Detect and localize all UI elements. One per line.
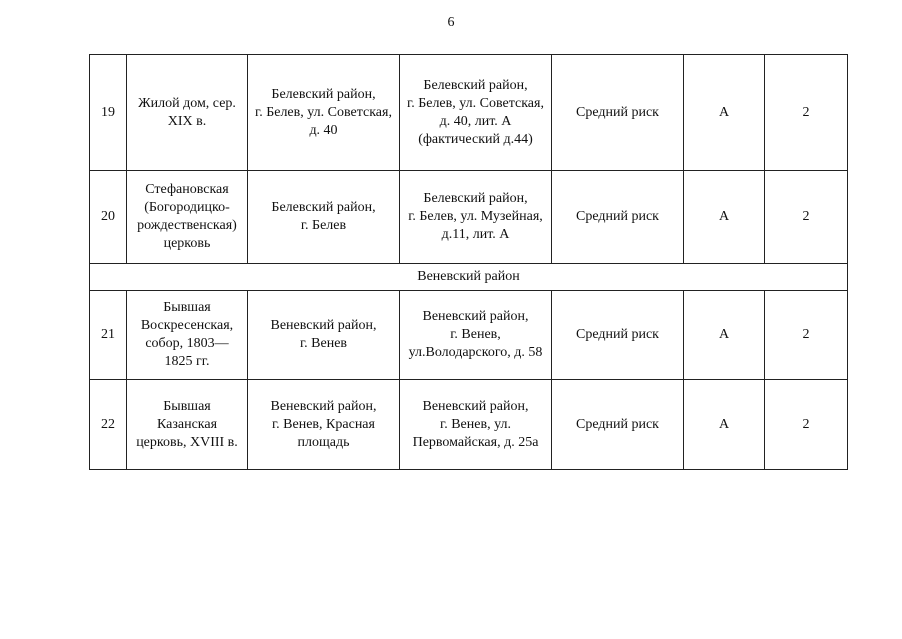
- category-cell: А: [684, 171, 765, 264]
- row-number-cell: 21: [90, 291, 127, 380]
- risk-cell: Средний риск: [552, 291, 684, 380]
- risk-cell: Средний риск: [552, 55, 684, 171]
- district-location-cell: Белевский район, г. Белев: [248, 171, 400, 264]
- risk-cell: Средний риск: [552, 171, 684, 264]
- row-number-cell: 20: [90, 171, 127, 264]
- district-location-cell: Белевский район, г. Белев, ул. Советская, д. 40: [248, 55, 400, 171]
- object-name-cell: Стефановская (Богородицко- рождественская) церковь: [127, 171, 248, 264]
- object-name-cell: Жилой дом, сер. XIX в.: [127, 55, 248, 171]
- category-cell: А: [684, 55, 765, 171]
- class-cell: 2: [765, 291, 848, 380]
- page-number: 6: [447, 15, 455, 30]
- table-row: [90, 171, 848, 264]
- district-location-cell: Веневский район, г. Венев: [248, 291, 400, 380]
- category-cell: А: [684, 380, 765, 470]
- class-cell: 2: [765, 380, 848, 470]
- address-cell: Веневский район, г. Венев, ул.Володарского, д. 58: [400, 291, 552, 380]
- address-cell: Веневский район, г. Венев, ул. Первомайская, д. 25а: [400, 380, 552, 470]
- row-number-cell: 22: [90, 380, 127, 470]
- object-name-cell: Бывшая Воскресенская, собор, 1803— 1825 гг.: [127, 291, 248, 380]
- row-number-cell: 19: [90, 55, 127, 171]
- risk-cell: Средний риск: [552, 380, 684, 470]
- class-cell: 2: [765, 55, 848, 171]
- category-cell: А: [684, 291, 765, 380]
- section-heading: Веневский район: [90, 264, 848, 291]
- district-location-cell: Веневский район, г. Венев, Красная площадь: [248, 380, 400, 470]
- table-row: [90, 380, 848, 470]
- address-cell: Белевский район, г. Белев, ул. Музейная, д.11, лит. А: [400, 171, 552, 264]
- table-row: [90, 291, 848, 380]
- address-cell: Белевский район, г. Белев, ул. Советская, д. 40, лит. А (фактический д.44): [400, 55, 552, 171]
- object-name-cell: Бывшая Казанская церковь, XVIII в.: [127, 380, 248, 470]
- heritage-risk-table: [89, 54, 848, 470]
- section-heading-row: [90, 264, 848, 291]
- class-cell: 2: [765, 171, 848, 264]
- table-row: [90, 55, 848, 171]
